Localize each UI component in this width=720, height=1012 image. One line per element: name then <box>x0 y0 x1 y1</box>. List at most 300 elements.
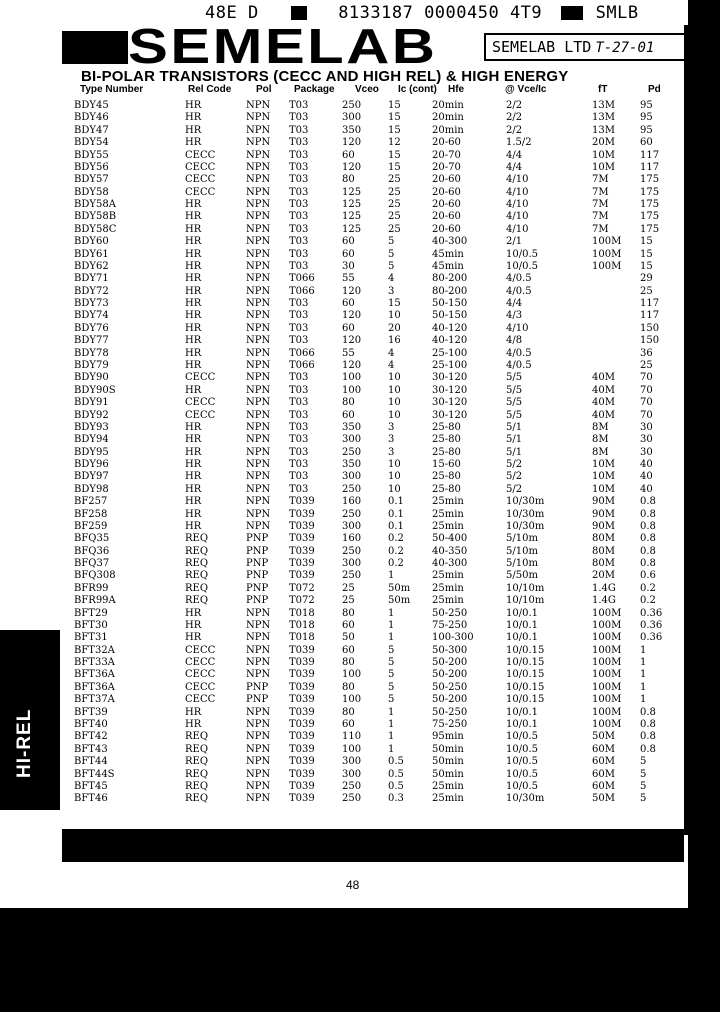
table-cell: CECC <box>185 161 216 173</box>
table-cell: BDY56 <box>74 161 109 173</box>
table-cell: BDY77 <box>74 335 109 347</box>
table-cell: PNP <box>246 595 269 607</box>
table-cell: 7M <box>592 211 609 223</box>
table-cell: T039 <box>289 694 315 706</box>
table-cell: 40-300 <box>432 558 468 570</box>
table-cell: T03 <box>289 161 309 173</box>
table-row <box>0 521 688 533</box>
table-cell: 5/5 <box>506 384 523 396</box>
table-row <box>0 372 688 384</box>
col-package: Package <box>294 84 335 95</box>
table-cell: 40M <box>592 372 615 384</box>
table-cell: 5/5 <box>506 397 523 409</box>
table-cell: 25-100 <box>432 347 468 359</box>
table-cell: 350 <box>342 459 362 471</box>
table-cell: HR <box>185 100 202 111</box>
table-cell: 70 <box>640 384 653 396</box>
table-cell: NPN <box>246 174 271 186</box>
table-cell: 1.4G <box>592 595 616 607</box>
table-cell: 10/0.5 <box>506 260 538 272</box>
table-cell: 300 <box>342 756 362 768</box>
table-cell: T03 <box>289 124 309 136</box>
table-cell: 60 <box>640 137 653 149</box>
table-cell: NPN <box>246 310 271 322</box>
table-cell: REQ <box>185 595 209 607</box>
table-cell: NPN <box>246 731 271 743</box>
table-cell: 117 <box>640 149 660 161</box>
table-cell: 8M <box>592 421 609 433</box>
table-cell: 175 <box>640 199 660 211</box>
table-cell: T03 <box>289 174 309 186</box>
table-cell: 5 <box>388 236 395 248</box>
table-cell: 20min <box>432 100 464 111</box>
table-cell: 250 <box>342 793 362 805</box>
table-cell: 5/2 <box>506 483 523 495</box>
table-row <box>0 459 688 471</box>
table-cell: 50-150 <box>432 310 468 322</box>
table-cell: PNP <box>246 545 269 557</box>
table-cell: 90M <box>592 496 615 508</box>
table-cell: 10/0.5 <box>506 248 538 260</box>
table-cell: BDY58B <box>74 211 117 223</box>
table-cell: T072 <box>289 582 315 594</box>
table-cell: BF257 <box>74 496 108 508</box>
table-cell: 95 <box>640 124 653 136</box>
table-row <box>0 397 688 409</box>
table-cell: 4/3 <box>506 310 523 322</box>
table-cell: 45min <box>432 260 464 272</box>
table-row <box>0 583 688 595</box>
table-cell: T03 <box>289 471 309 483</box>
table-cell: 10/0.5 <box>506 768 538 780</box>
table-cell: 50M <box>592 731 615 743</box>
table-cell: REQ <box>185 793 209 805</box>
table-row <box>0 137 688 149</box>
table-cell: NPN <box>246 161 271 173</box>
table-cell: NPN <box>246 706 271 718</box>
table-cell: 80M <box>592 545 615 557</box>
table-cell: 10/0.15 <box>506 681 545 693</box>
table-cell: NPN <box>246 619 271 631</box>
table-cell: 100M <box>592 260 622 272</box>
table-cell: 120 <box>342 359 362 371</box>
table-cell: NPN <box>246 743 271 755</box>
table-cell: T018 <box>289 607 315 619</box>
table-cell: 15 <box>388 112 401 124</box>
table-row <box>0 657 688 669</box>
table-cell: 20-60 <box>432 174 461 186</box>
table-cell: BDY90 <box>74 372 109 384</box>
table-cell: 25-80 <box>432 434 461 446</box>
table-cell: 25-80 <box>432 483 461 495</box>
table-cell: 1.5/2 <box>506 137 532 149</box>
table-cell: 25 <box>640 285 653 297</box>
table-cell: 40M <box>592 384 615 396</box>
table-cell: HR <box>185 359 202 371</box>
table-cell: 40 <box>640 459 653 471</box>
table-cell: 25 <box>388 199 401 211</box>
header-code-c: SMLB <box>595 3 639 23</box>
table-cell: 0.8 <box>640 731 656 743</box>
table-cell: 1 <box>640 657 647 669</box>
table-cell: REQ <box>185 570 209 582</box>
table-cell: BFT36A <box>74 669 115 681</box>
table-cell: 15 <box>388 149 401 161</box>
table-cell: NPN <box>246 607 271 619</box>
table-cell: 25-80 <box>432 471 461 483</box>
table-cell: HR <box>185 446 202 458</box>
table-cell: BDY61 <box>74 248 109 260</box>
table-cell: T066 <box>289 285 315 297</box>
table-cell: NPN <box>246 520 271 532</box>
table-cell: NPN <box>246 359 271 371</box>
table-cell: BDY92 <box>74 409 109 421</box>
table-cell: 117 <box>640 310 660 322</box>
table-cell: 1 <box>388 706 395 718</box>
table-cell: 20 <box>388 322 401 334</box>
table-cell: 100M <box>592 719 622 730</box>
table-row <box>0 471 688 483</box>
table-cell: 25-100 <box>432 359 468 371</box>
table-cell: NPN <box>246 483 271 495</box>
table-cell: 15 <box>388 161 401 173</box>
table-cell: 250 <box>342 508 362 520</box>
table-cell: 16 <box>388 335 401 347</box>
table-row <box>0 484 688 496</box>
table-cell: REQ <box>185 558 209 570</box>
table-cell: BFT42 <box>74 731 108 743</box>
table-cell: 0.2 <box>388 558 404 570</box>
table-cell: CECC <box>185 694 216 706</box>
table-cell: T03 <box>289 335 309 347</box>
table-cell: T039 <box>289 558 315 570</box>
table-cell: CECC <box>185 681 216 693</box>
table-cell: 0.8 <box>640 508 656 520</box>
table-cell: 120 <box>342 161 362 173</box>
table-cell: BF258 <box>74 508 108 520</box>
table-cell: 20M <box>592 137 615 149</box>
table-cell: 100M <box>592 248 622 260</box>
table-cell: 300 <box>342 558 362 570</box>
table-cell: CECC <box>185 669 216 681</box>
table-cell: 15 <box>640 236 653 248</box>
table-row <box>0 496 688 508</box>
table-cell: 25-80 <box>432 446 461 458</box>
table-cell: 25min <box>432 570 464 582</box>
table-cell: BFT39 <box>74 706 108 718</box>
table-cell: 25 <box>388 174 401 186</box>
table-cell: BFR99A <box>74 595 116 607</box>
table-row <box>0 719 688 731</box>
table-cell: 4/0.5 <box>506 273 532 285</box>
table-cell: T039 <box>289 780 315 792</box>
table-row <box>0 632 688 644</box>
table-cell: HR <box>185 260 202 272</box>
table-cell: 300 <box>342 434 362 446</box>
table-row <box>0 298 688 310</box>
table-cell: HR <box>185 298 202 310</box>
table-cell: 0.5 <box>388 756 404 768</box>
table-cell: CECC <box>185 657 216 669</box>
table-cell: HR <box>185 211 202 223</box>
table-cell: 50m <box>388 595 411 607</box>
table-cell: 60 <box>342 409 355 421</box>
table-row <box>0 731 688 743</box>
table-cell: NPN <box>246 236 271 248</box>
table-cell: 60 <box>342 248 355 260</box>
table-cell: 110 <box>342 731 362 743</box>
table-cell: PNP <box>246 694 269 706</box>
table-cell: 25min <box>432 595 464 607</box>
table-row <box>0 273 688 285</box>
table-cell: BDY76 <box>74 322 109 334</box>
table-cell: 80-200 <box>432 273 468 285</box>
table-cell: 50-250 <box>432 607 468 619</box>
table-cell: 1 <box>388 743 395 755</box>
table-cell: 100M <box>592 607 622 619</box>
table-cell: T039 <box>289 669 315 681</box>
table-cell: 25min <box>432 520 464 532</box>
table-cell: 350 <box>342 124 362 136</box>
table-cell: T03 <box>289 236 309 248</box>
table-cell: 100M <box>592 669 622 681</box>
table-cell: 4/10 <box>506 223 529 235</box>
table-row <box>0 335 688 347</box>
table-cell: 1 <box>640 669 647 681</box>
table-cell: 50m <box>388 582 411 594</box>
logo-bar <box>62 31 128 64</box>
table-cell: PNP <box>246 582 269 594</box>
table-cell: 125 <box>342 199 362 211</box>
table-cell: T03 <box>289 446 309 458</box>
table-cell: CECC <box>185 644 216 656</box>
table-cell: T039 <box>289 768 315 780</box>
table-cell: NPN <box>246 719 271 730</box>
table-cell: REQ <box>185 533 209 545</box>
table-cell: 1 <box>640 681 647 693</box>
table-cell: 100M <box>592 657 622 669</box>
table-cell: 300 <box>342 112 362 124</box>
table-cell: T066 <box>289 273 315 285</box>
table-cell: 1 <box>388 570 395 582</box>
table-cell: PNP <box>246 570 269 582</box>
table-cell: 60M <box>592 756 615 768</box>
table-cell: HR <box>185 520 202 532</box>
table-row <box>0 385 688 397</box>
table-cell: 1 <box>388 632 395 644</box>
col-ic: Ic (cont) <box>398 84 437 95</box>
table-cell: 80 <box>342 706 355 718</box>
table-cell: 1.4G <box>592 582 616 594</box>
table-cell: BFT44 <box>74 756 108 768</box>
table-row <box>0 162 688 174</box>
table-row <box>0 447 688 459</box>
table-cell: HR <box>185 112 202 124</box>
table-cell: 100M <box>592 632 622 644</box>
table-cell: NPN <box>246 100 271 111</box>
date-stamp: T-27-01 <box>595 40 655 56</box>
table-cell: BFT30 <box>74 619 108 631</box>
table-row <box>0 249 688 261</box>
table-cell: T03 <box>289 112 309 124</box>
table-cell: 95min <box>432 731 464 743</box>
table-cell: HR <box>185 719 202 730</box>
table-cell: 40 <box>640 471 653 483</box>
table-cell: T03 <box>289 298 309 310</box>
table-cell: BFQ36 <box>74 545 110 557</box>
table-cell: 3 <box>388 434 395 446</box>
table-cell: 0.8 <box>640 719 656 730</box>
table-cell: 50-300 <box>432 644 468 656</box>
table-row <box>0 793 688 805</box>
table-cell: NPN <box>246 657 271 669</box>
table-cell: 0.36 <box>640 632 663 644</box>
table-cell: T039 <box>289 520 315 532</box>
table-cell: 50min <box>432 768 464 780</box>
table-cell: NPN <box>246 186 271 198</box>
table-cell: BDY72 <box>74 285 109 297</box>
table-row <box>0 669 688 681</box>
table-cell: 10/0.1 <box>506 706 538 718</box>
table-row <box>0 744 688 756</box>
table-cell: 25min <box>432 508 464 520</box>
table-cell: 0.8 <box>640 496 656 508</box>
table-cell: BDY93 <box>74 421 109 433</box>
table-row <box>0 150 688 162</box>
table-cell: 3 <box>388 446 395 458</box>
table-cell: 50min <box>432 743 464 755</box>
table-cell: 80-200 <box>432 285 468 297</box>
table-cell: 0.2 <box>388 533 404 545</box>
table-cell: 5/10m <box>506 533 538 545</box>
table-cell: HR <box>185 421 202 433</box>
table-cell: 250 <box>342 545 362 557</box>
table-cell: 7M <box>592 174 609 186</box>
table-cell: 80M <box>592 558 615 570</box>
table-cell: 10M <box>592 471 615 483</box>
table-cell: BDY95 <box>74 446 109 458</box>
table-cell: REQ <box>185 731 209 743</box>
table-cell: BDY91 <box>74 397 109 409</box>
table-cell: 12 <box>388 137 401 149</box>
table-cell: HR <box>185 322 202 334</box>
table-cell: 10/0.15 <box>506 669 545 681</box>
table-cell: T039 <box>289 496 315 508</box>
table-cell: T03 <box>289 211 309 223</box>
table-cell: 4/10 <box>506 174 529 186</box>
table-cell: 70 <box>640 397 653 409</box>
table-cell: T03 <box>289 260 309 272</box>
table-cell: T039 <box>289 719 315 730</box>
table-cell: 10M <box>592 459 615 471</box>
table-cell: REQ <box>185 756 209 768</box>
table-cell: 160 <box>342 533 362 545</box>
table-cell: BFT44S <box>74 768 115 780</box>
table-cell: BDY54 <box>74 137 109 149</box>
table-cell: T03 <box>289 199 309 211</box>
table-cell: 5 <box>388 644 395 656</box>
table-cell: NPN <box>246 471 271 483</box>
table-cell: 10/0.1 <box>506 619 538 631</box>
table-cell: 50 <box>342 632 355 644</box>
table-cell: 250 <box>342 780 362 792</box>
table-cell: HR <box>185 384 202 396</box>
table-cell: NPN <box>246 409 271 421</box>
table-cell: 4/10 <box>506 211 529 223</box>
table-cell: T039 <box>289 756 315 768</box>
table-cell: 125 <box>342 211 362 223</box>
table-cell: 25 <box>640 359 653 371</box>
table-cell: NPN <box>246 273 271 285</box>
table-row <box>0 174 688 186</box>
table-cell: T03 <box>289 372 309 384</box>
table-cell: 60M <box>592 780 615 792</box>
table-cell: 50min <box>432 756 464 768</box>
table-cell: 80 <box>342 681 355 693</box>
table-cell: BDY98 <box>74 483 109 495</box>
table-cell: 10/0.5 <box>506 756 538 768</box>
table-cell: HR <box>185 285 202 297</box>
table-cell: 10/0.5 <box>506 731 538 743</box>
table-cell: 10 <box>388 483 401 495</box>
table-row <box>0 707 688 719</box>
table-cell: 10/30m <box>506 793 545 805</box>
table-cell: PNP <box>246 533 269 545</box>
table-cell: NPN <box>246 459 271 471</box>
table-cell: 120 <box>342 137 362 149</box>
table-cell: 100 <box>342 372 362 384</box>
table-cell: T039 <box>289 545 315 557</box>
table-cell: 60 <box>342 236 355 248</box>
table-cell: 20min <box>432 124 464 136</box>
table-cell: 60 <box>342 149 355 161</box>
table-row <box>0 261 688 273</box>
table-cell: 15 <box>640 260 653 272</box>
table-cell: NPN <box>246 298 271 310</box>
table-cell: HR <box>185 199 202 211</box>
table-cell: NPN <box>246 384 271 396</box>
table-cell: 5/1 <box>506 446 523 458</box>
table-cell: 25-80 <box>432 421 461 433</box>
table-cell: NPN <box>246 199 271 211</box>
table-cell: 50-150 <box>432 298 468 310</box>
table-cell: BDY78 <box>74 347 109 359</box>
table-cell: 50-250 <box>432 681 468 693</box>
table-cell: 300 <box>342 471 362 483</box>
col-pol: Pol <box>256 84 272 95</box>
table-row <box>0 533 688 545</box>
table-cell: 0.1 <box>388 496 404 508</box>
table-cell: 4 <box>388 347 395 359</box>
table-cell: 10 <box>388 310 401 322</box>
table-cell: BFT46 <box>74 793 108 805</box>
table-row <box>0 509 688 521</box>
table-cell: NPN <box>246 756 271 768</box>
table-cell: 10/30m <box>506 496 545 508</box>
table-cell: BF259 <box>74 520 108 532</box>
table-cell: 25min <box>432 793 464 805</box>
table-cell: BDY57 <box>74 174 109 186</box>
table-cell: BFR99 <box>74 582 109 594</box>
table-cell: CECC <box>185 149 216 161</box>
table-cell: NPN <box>246 632 271 644</box>
table-cell: 5/2 <box>506 471 523 483</box>
table-cell: 30 <box>640 446 653 458</box>
table-cell: 50-200 <box>432 669 468 681</box>
table-cell: NPN <box>246 285 271 297</box>
table-cell: NPN <box>246 768 271 780</box>
table-cell: 0.36 <box>640 607 663 619</box>
